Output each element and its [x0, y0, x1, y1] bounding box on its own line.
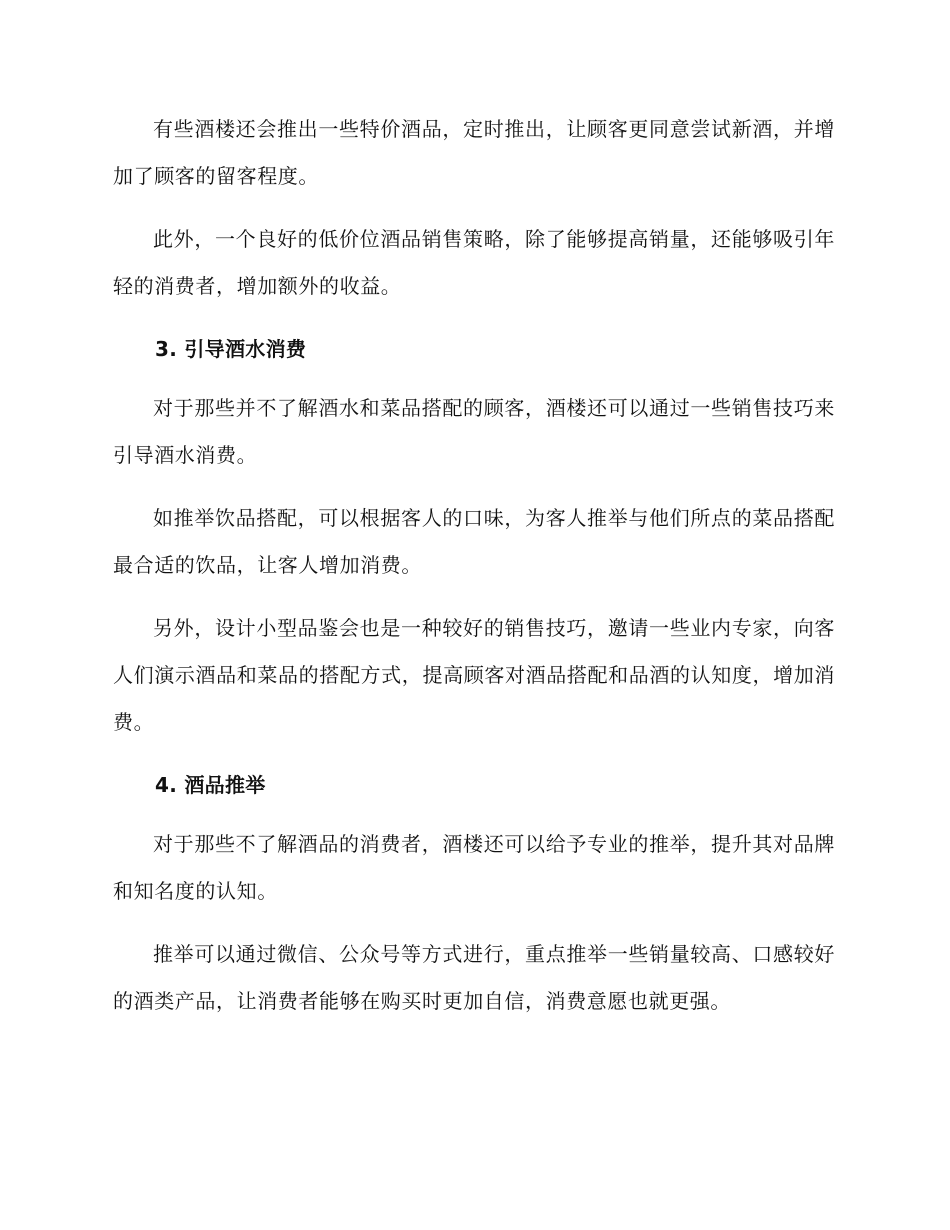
paragraph-wechat-recommendation: 推举可以通过微信、公众号等方式进行，重点推举一些销量较高、口感较好的酒类产品，让消费者能够在购买时更加自信，消费意愿也就更强。 [113, 942, 835, 1013]
paragraph-drink-pairing: 如推举饮品搭配，可以根据客人的口味，为客人推举与他们所点的菜品搭配最合适的饮品，让客人增加消费。 [113, 506, 835, 577]
paragraph-guide-drinks-intro: 对于那些并不了解酒水和菜品搭配的顾客，酒楼还可以通过一些销售技巧来引导酒水消费。 [113, 396, 835, 467]
document-body [113, 106, 835, 1041]
section-heading-wine-recommendation: 4. 酒品推举 [155, 773, 266, 797]
paragraph-special-price-wine: 有些酒楼还会推出一些特价酒品，定时推出，让顾客更同意尝试新酒，并增加了顾客的留客程度。 [113, 117, 835, 188]
paragraph-professional-recommendation: 对于那些不了解酒品的消费者，酒楼还可以给予专业的推举，提升其对品牌和知名度的认知。 [113, 832, 835, 903]
section-heading-guide-drinks: 3. 引导酒水消费 [155, 337, 307, 361]
paragraph-low-price-strategy: 此外，一个良好的低价位酒品销售策略，除了能够提高销量，还能够吸引年轻的消费者，增加额外的收益。 [113, 227, 835, 298]
paragraph-tasting-event: 另外，设计小型品鉴会也是一种较好的销售技巧，邀请一些业内专家，向客人们演示酒品和菜品的搭配方式，提高顾客对酒品搭配和品酒的认知度，增加消费。 [113, 616, 835, 734]
